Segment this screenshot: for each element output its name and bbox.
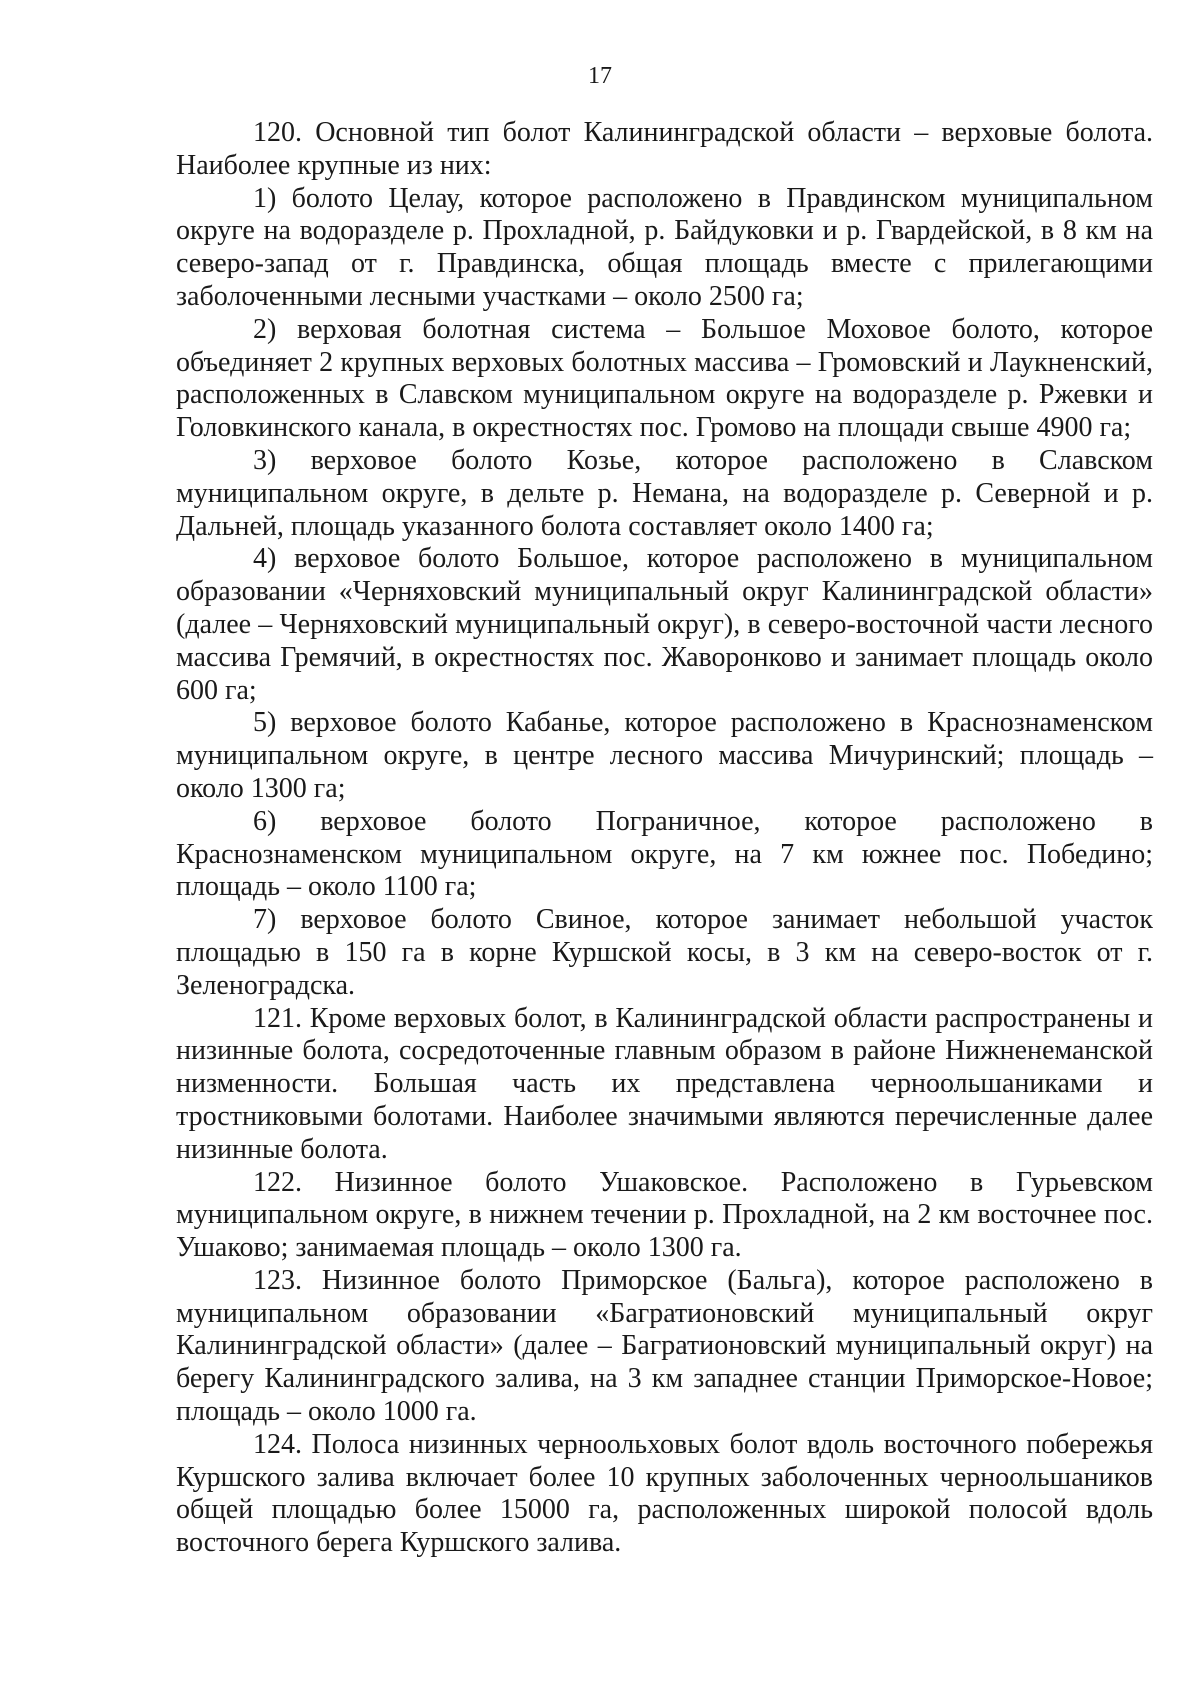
paragraph-121: 121. Кроме верховых болот, в Калининградской области распространены и низинные болота, сосредоточенные главным образом в районе Нижненеманской низменности. Большая часть их представлена черноольшаниками и тростниковыми болотами. Наиболее значимыми являются перечисленные далее низинные болота. xyxy=(176,1002,1153,1165)
paragraph-124: 124. Полоса низинных черноольховых болот вдоль восточного побережья Куршского залива включает более 10 крупных заболоченных черноольшаников общей площадью более 15000 га, расположенных широкой полосой вдоль восточного берега Куршского залива. xyxy=(176,1428,1153,1559)
list-item-5: 5) верховое болото Кабанье, которое расположено в Краснознаменском муниципальном округе, в центре лесного массива Мичуринский; площадь – около 1300 га; xyxy=(176,707,1153,804)
list-item-7: 7) верховое болото Свиное, которое занимает небольшой участок площадью в 150 га в корне Куршской косы, в 3 км на северо-восток от г. Зеленоградска. xyxy=(176,904,1153,1001)
list-item-4: 4) верховое болото Большое, которое расположено в муниципальном образовании «Черняховский муниципальный округ Калининградской области» (далее – Черняховский муниципальный округ), в северо-восточной части лесного массива Гремячий, в окрестностях пос. Жаворонково и занимает площадь около 600 га; xyxy=(176,543,1153,706)
page-number: 17 xyxy=(588,63,612,89)
document-body xyxy=(176,117,1153,1560)
list-item-6: 6) верховое болото Пограничное, которое расположено в Краснознаменском муниципальном округе, на 7 км южнее пос. Победино; площадь – около 1100 га; xyxy=(176,805,1153,903)
paragraph-123: 123. Низинное болото Приморское (Бальга), которое расположено в муниципальном образовании «Багратионовский муниципальный округ Калининградской области» (далее – Багратионовский муниципальный округ) на берегу Калининградского залива, на 3 км западнее станции Приморское-Новое; площадь – около 1000 га. xyxy=(176,1264,1153,1428)
list-item-2: 2) верховая болотная система – Большое Моховое болото, которое объединяет 2 крупных верховых болотных массива – Громовский и Лаукненский, расположенных в Славском муниципальном округе на водоразделе р. Ржевки и Головкинского канала, в окрестностях пос. Громово на площади свыше 4900 га; xyxy=(176,313,1153,444)
paragraph-120: 120. Основной тип болот Калининградской области – верховые болота. Наиболее крупные из них: xyxy=(176,117,1153,181)
list-item-3: 3) верховое болото Козье, которое расположено в Славском муниципальном округе, в дельте р. Немана, на водоразделе р. Северной и р. Дальней, площадь указанного болота составляет около 1400 га; xyxy=(176,444,1153,542)
list-item-1: 1) болото Целау, которое расположено в Правдинском муниципальном округе на водоразделе р. Прохладной, р. Байдуковки и р. Гвардейской, в 8 км на северо-запад от г. Правдинска, общая площадь вместе с прилегающими заболоченными лесными участками – около 2500 га; xyxy=(176,182,1153,312)
paragraph-122: 122. Низинное болото Ушаковское. Расположено в Гурьевском муниципальном округе, в нижнем течении р. Прохладной, на 2 км восточнее пос. Ушаково; занимаемая площадь – около 1300 га. xyxy=(176,1166,1153,1264)
